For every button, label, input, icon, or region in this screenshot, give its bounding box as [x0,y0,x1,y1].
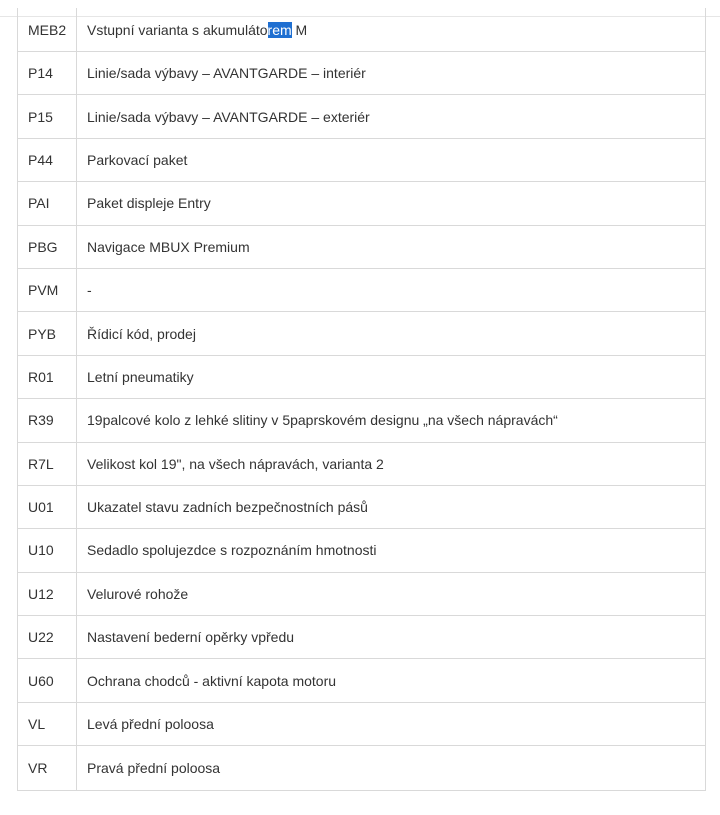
table-row [18,659,705,702]
description-cell: Pravá přední poloosa [87,759,221,776]
table-row [18,52,705,95]
description-cell: Levá přední poloosa [87,716,214,733]
table-row [18,356,705,399]
code-cell: VL [18,703,77,745]
description-cell: Sedadlo spolujezdce s rozpoznáním hmotnosti [87,542,377,559]
table-row [18,226,705,269]
description-cell: Nastavení bederní opěrky vpředu [87,629,295,646]
table-row [18,443,705,486]
table-row [18,139,705,182]
description-cell[interactable] [77,8,705,51]
code-cell: R01 [18,356,77,398]
description-cell: Řídicí kód, prodej [87,325,196,342]
table-row [18,312,705,355]
description-cell: Ochrana chodců - aktivní kapota motoru [87,672,337,689]
table-row [18,95,705,138]
table-row [18,182,705,225]
equipment-code-table [17,8,706,791]
table-row [18,486,705,529]
code-cell: MEB2 [18,8,77,51]
description-cell: - [87,282,92,299]
table-row [18,573,705,616]
code-cell: PYB [18,312,77,354]
code-cell: U10 [18,529,77,571]
code-cell: R7L [18,443,77,485]
description-cell: Ukazatel stavu zadních bezpečnostních pásů [87,499,368,516]
table-row [18,8,705,52]
code-cell: U22 [18,616,77,658]
description-cell: Paket displeje Entry [87,195,211,212]
code-cell: PBG [18,226,77,268]
table-row [18,529,705,572]
code-cell: PAI [18,182,77,224]
table-row [18,399,705,442]
code-cell: VR [18,746,77,789]
description-cell: 19palcové kolo z lehké slitiny v 5paprskovém designu „na všech nápravách“ [87,412,558,429]
code-cell: PVM [18,269,77,311]
description-cell: Velurové rohože [87,585,189,602]
description-cell: Velikost kol 19", na všech nápravách, varianta 2 [87,455,384,472]
table-row [18,703,705,746]
description-cell: Linie/sada výbavy – AVANTGARDE – exteriér [87,108,370,125]
description-cell: Navigace MBUX Premium [87,238,250,255]
code-cell: U60 [18,659,77,701]
code-cell: P15 [18,95,77,137]
code-cell: P44 [18,139,77,181]
table-row [18,746,705,789]
description-cell: Letní pneumatiky [87,368,194,385]
code-cell: U12 [18,573,77,615]
description-text: Vstupní varianta s akumuláto [87,21,268,38]
table-row [18,269,705,312]
description-cell: Linie/sada výbavy – AVANTGARDE – interiér [87,65,366,82]
code-cell: U01 [18,486,77,528]
description-cell: Parkovací paket [87,151,188,168]
table-row [18,616,705,659]
description-text: M [291,21,308,38]
code-cell: R39 [18,399,77,441]
selected-text[interactable]: rem [267,21,292,38]
code-cell: P14 [18,52,77,94]
